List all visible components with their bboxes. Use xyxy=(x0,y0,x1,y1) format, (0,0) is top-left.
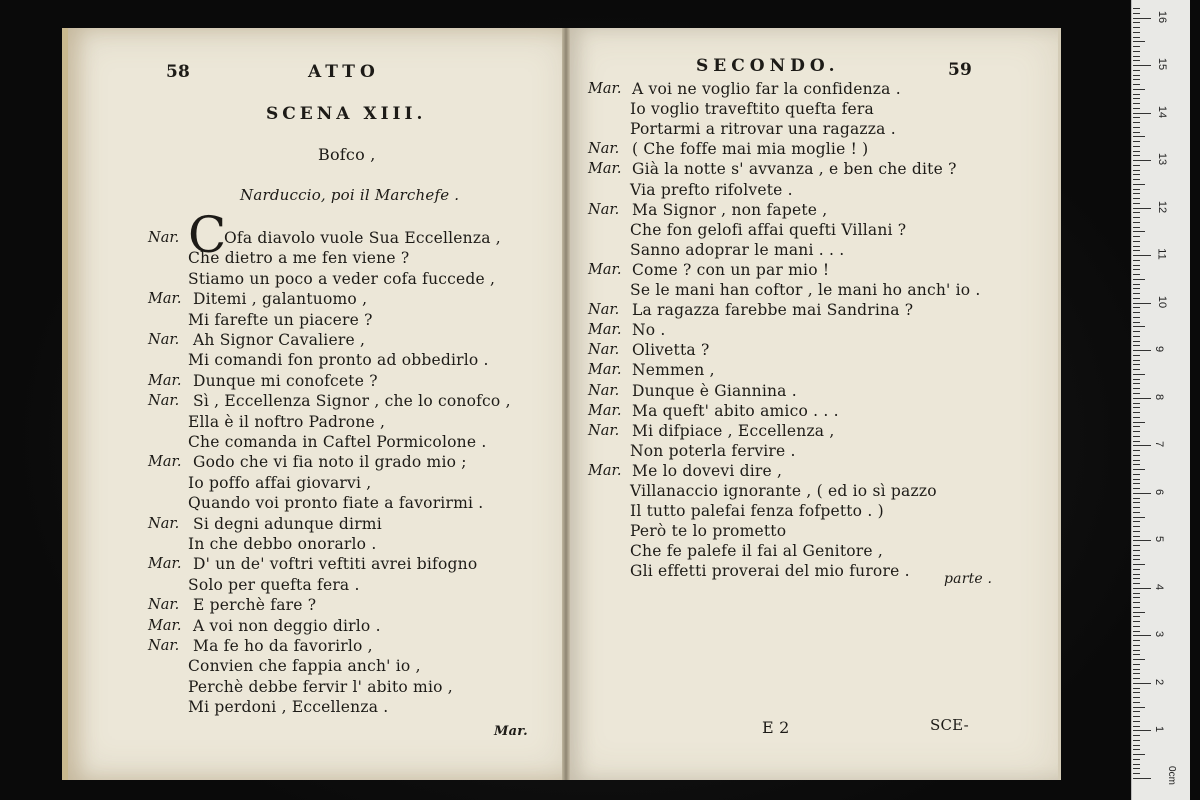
ruler-tick xyxy=(1133,231,1145,232)
signature-mark: E 2 xyxy=(762,718,790,737)
ruler-tick xyxy=(1133,773,1140,774)
ruler-tick xyxy=(1133,612,1145,613)
ruler-tick xyxy=(1133,650,1140,651)
ruler-tick xyxy=(1133,279,1145,280)
speaker-label: Mar. xyxy=(148,556,182,573)
ruler-tick xyxy=(1133,165,1140,166)
verse-line: Convien che fappia anch' io , xyxy=(188,657,421,676)
ruler-tick xyxy=(1133,46,1140,47)
ruler-tick xyxy=(1133,383,1140,384)
verse-line: Che fe palefe il fai al Genitore , xyxy=(630,542,884,561)
speaker-label: Mar. xyxy=(588,81,622,97)
ruler-tick xyxy=(1133,227,1140,228)
ruler-tick xyxy=(1133,488,1140,489)
verse-line: Io voglio traveftito quefta fera xyxy=(630,100,874,119)
ruler-tick xyxy=(1133,255,1151,256)
ruler-tick xyxy=(1133,455,1140,456)
verse-line: Quando voi pronto fiate a favorirmi . xyxy=(188,494,484,513)
ruler-tick xyxy=(1133,493,1151,494)
verse-line: D' un de' voftri veftiti avrei bifogno xyxy=(193,555,478,574)
ruler-number: 11 xyxy=(1155,248,1168,260)
ruler-tick xyxy=(1133,512,1140,513)
verse-line: Solo per quefta fera . xyxy=(188,575,360,594)
verse-line: Via prefto rifolvete . xyxy=(630,180,793,199)
ruler-tick xyxy=(1133,108,1140,109)
ruler-number: 2 xyxy=(1153,678,1166,685)
ruler-tick xyxy=(1133,540,1151,541)
ruler-tick xyxy=(1133,569,1140,570)
verse-line: Gli effetti proverai del mio furore . xyxy=(630,562,910,581)
ruler-tick xyxy=(1133,426,1140,427)
ruler-tick xyxy=(1133,51,1140,52)
verse-line: Ma fe ho da favorirlo , xyxy=(193,637,373,655)
ruler-tick xyxy=(1133,422,1145,423)
verse-line: Mi farefte un piacere ? xyxy=(188,310,373,329)
ruler-number: 9 xyxy=(1153,346,1166,353)
catchword-left: Mar. xyxy=(494,724,528,739)
verse-line: Dunque mi conofcete ? xyxy=(193,371,378,390)
ruler-tick xyxy=(1133,688,1140,689)
ruler-tick xyxy=(1133,8,1140,9)
verse-line: No . xyxy=(632,321,666,340)
ruler-tick xyxy=(1133,721,1140,722)
verse-line: Se le mani han coftor , le mani ho anch' io . xyxy=(630,281,981,299)
ruler-tick xyxy=(1133,669,1140,670)
verse-line: Come ? con un par mio ! xyxy=(632,260,830,279)
speaker-label: Nar. xyxy=(588,201,620,218)
speaker-label: Mar. xyxy=(588,362,622,379)
ruler-tick xyxy=(1133,27,1140,28)
page-number-left: 58 xyxy=(166,62,191,82)
ruler-tick xyxy=(1133,189,1140,190)
ruler-tick xyxy=(1133,740,1140,741)
ruler-tick xyxy=(1133,288,1140,289)
ruler-tick xyxy=(1133,749,1140,750)
ruler-tick xyxy=(1133,607,1140,608)
exit-direction: parte . xyxy=(944,571,993,587)
book-gutter xyxy=(562,28,570,780)
verse-line: ( Che foffe mai mia moglie ! ) xyxy=(632,140,869,159)
ruler-tick xyxy=(1133,79,1140,80)
verse-line: Nemmen , xyxy=(632,361,715,380)
ruler-tick xyxy=(1133,155,1140,156)
speaker-label: Nar. xyxy=(148,332,180,348)
ruler-number: 6 xyxy=(1153,488,1166,495)
ruler-tick xyxy=(1133,151,1140,152)
verse-line: Sanno adoprar le mani . . . xyxy=(630,240,845,259)
ruler-tick xyxy=(1133,754,1145,755)
ruler-tick xyxy=(1133,184,1145,185)
ruler-tick xyxy=(1133,469,1145,470)
speaker-label: Nar. xyxy=(588,141,620,158)
verse-line: Dunque è Giannina . xyxy=(632,381,797,400)
ruler-tick xyxy=(1133,659,1145,660)
ruler-tick xyxy=(1133,269,1140,270)
speaker-label: Nar. xyxy=(588,382,620,399)
ruler-tick xyxy=(1133,726,1140,727)
ruler-number: 3 xyxy=(1153,631,1166,638)
scene-characters: Narduccio, poi il Marchefe . xyxy=(240,186,460,204)
verse-line: Olivetta ? xyxy=(632,341,710,360)
ruler-tick xyxy=(1133,531,1140,532)
verse-line: Già la notte s' avvanza , e ben che dite ? xyxy=(632,160,957,179)
verse-line: A voi ne voglio far la confidenza . xyxy=(632,80,901,98)
ruler-tick xyxy=(1133,483,1140,484)
ruler-number: 16 xyxy=(1156,10,1169,23)
verse-line: Però te lo prometto xyxy=(630,522,787,541)
ruler-tick xyxy=(1133,745,1140,746)
verse-line: Stiamo un poco a veder cofa fuccede , xyxy=(188,269,496,288)
verse-line: Che dietro a me fen viene ? xyxy=(188,249,410,268)
running-head-left: ATTO xyxy=(308,62,380,82)
verse-line: E perchè fare ? xyxy=(193,596,317,615)
speaker-label: Mar. xyxy=(588,261,622,278)
ruler-number: 5 xyxy=(1153,536,1166,543)
ruler-tick xyxy=(1133,18,1151,19)
ruler-tick xyxy=(1133,60,1140,61)
ruler-tick xyxy=(1133,635,1151,636)
ruler-tick xyxy=(1133,412,1140,413)
ruler-tick xyxy=(1133,336,1140,337)
ruler-tick xyxy=(1133,588,1151,589)
ruler-tick xyxy=(1133,37,1140,38)
ruler-tick xyxy=(1133,445,1151,446)
ruler-tick xyxy=(1133,517,1145,518)
speaker-label: Mar. xyxy=(588,462,622,479)
ruler-tick xyxy=(1133,583,1140,584)
verse-line: In che debbo onorarlo . xyxy=(188,535,377,553)
ruler-tick xyxy=(1133,236,1140,237)
speaker-label: Nar. xyxy=(588,422,620,439)
speaker-label: Mar. xyxy=(148,617,182,634)
ruler-tick xyxy=(1133,113,1151,114)
ruler-tick xyxy=(1133,521,1140,522)
ruler-tick xyxy=(1133,593,1140,594)
ruler-tick xyxy=(1133,559,1140,560)
ruler-tick xyxy=(1133,578,1140,579)
verse-line: Perchè debbe fervir l' abito mio , xyxy=(188,677,453,696)
verse-line: Che comanda in Caftel Pormicolone . xyxy=(188,433,487,451)
ruler-tick xyxy=(1133,345,1140,346)
ruler-tick xyxy=(1133,645,1140,646)
speaker-label: Mar. xyxy=(588,322,622,339)
ruler-tick xyxy=(1133,654,1140,655)
ruler-tick xyxy=(1133,507,1140,508)
ruler-unit-label: 0cm xyxy=(1165,766,1177,785)
ruler-tick xyxy=(1133,536,1140,537)
verse-line: Ella è il noftro Padrone , xyxy=(188,412,386,431)
speaker-label: Nar. xyxy=(588,342,620,359)
ruler-tick xyxy=(1133,13,1140,14)
verse-line: Sì , Eccellenza Signor , che lo conofco , xyxy=(193,392,511,411)
speaker-label: Nar. xyxy=(148,393,180,410)
ruler-tick xyxy=(1133,640,1140,641)
ruler-tick xyxy=(1133,160,1151,161)
speaker-label: Mar. xyxy=(588,402,622,419)
ruler-tick xyxy=(1133,764,1140,765)
ruler-tick xyxy=(1133,260,1140,261)
ruler-tick xyxy=(1133,41,1145,42)
ruler-tick xyxy=(1133,697,1140,698)
ruler-tick xyxy=(1133,307,1140,308)
ruler-tick xyxy=(1133,250,1140,251)
ruler-tick xyxy=(1133,56,1140,57)
ruler-tick xyxy=(1133,403,1140,404)
ruler-tick xyxy=(1133,298,1140,299)
ruler-tick xyxy=(1133,502,1140,503)
verse-line: Ah Signor Cavaliere , xyxy=(193,331,366,349)
speaker-label: Nar. xyxy=(148,597,180,614)
ruler-tick xyxy=(1133,364,1140,365)
verse-line: Ditemi , galantuomo , xyxy=(193,290,368,309)
ruler-tick xyxy=(1133,683,1151,684)
ruler-tick xyxy=(1133,602,1140,603)
ruler-tick xyxy=(1133,664,1140,665)
verse-line: Ma Signor , non fapete , xyxy=(632,200,828,219)
ruler-tick xyxy=(1133,374,1145,375)
ruler-tick xyxy=(1133,707,1145,708)
ruler-tick xyxy=(1133,388,1140,389)
ruler-tick xyxy=(1133,274,1140,275)
drop-cap: C xyxy=(188,206,227,264)
ruler-tick xyxy=(1133,70,1140,71)
ruler-tick xyxy=(1133,450,1140,451)
ruler-tick xyxy=(1133,265,1140,266)
verse-line: Mi comandi fon pronto ad obbedirlo . xyxy=(188,351,489,370)
verse-line: Non poterla fervire . xyxy=(630,441,796,460)
ruler-tick xyxy=(1133,768,1140,769)
ruler-tick xyxy=(1133,479,1140,480)
ruler-tick xyxy=(1133,303,1151,304)
ruler-tick xyxy=(1133,341,1140,342)
ruler-tick xyxy=(1133,284,1140,285)
ruler-tick xyxy=(1133,730,1151,731)
setting: Bofco , xyxy=(318,145,376,164)
ruler-tick xyxy=(1133,555,1140,556)
ruler-number: 4 xyxy=(1153,583,1166,590)
ruler-tick xyxy=(1133,193,1140,194)
ruler-tick xyxy=(1133,203,1140,204)
speaker-label: Nar. xyxy=(148,515,180,532)
ruler-tick xyxy=(1133,208,1151,209)
measuring-ruler xyxy=(1131,0,1190,800)
verse-line: La ragazza farebbe mai Sandrina ? xyxy=(632,301,914,320)
ruler-tick xyxy=(1133,550,1140,551)
ruler-tick xyxy=(1133,355,1140,356)
ruler-tick xyxy=(1133,331,1140,332)
ruler-tick xyxy=(1133,32,1140,33)
ruler-tick xyxy=(1133,170,1140,171)
ruler-tick xyxy=(1133,441,1140,442)
ruler-tick xyxy=(1133,75,1140,76)
ruler-tick xyxy=(1133,136,1145,137)
ruler-tick xyxy=(1133,631,1140,632)
ruler-tick xyxy=(1133,198,1140,199)
ruler-tick xyxy=(1133,350,1151,351)
ruler-tick xyxy=(1133,417,1140,418)
scene-title: SCENA XIII. xyxy=(266,104,427,124)
ruler-tick xyxy=(1133,326,1145,327)
ruler-tick xyxy=(1133,407,1140,408)
speaker-label: Nar. xyxy=(588,302,620,319)
ruler-tick xyxy=(1133,174,1140,175)
ruler-tick xyxy=(1133,369,1140,370)
ruler-tick xyxy=(1133,398,1151,399)
ruler-tick xyxy=(1133,759,1140,760)
speaker-label: Nar. xyxy=(148,230,180,246)
speaker-label: Mar. xyxy=(588,161,622,178)
ruler-tick xyxy=(1133,574,1140,575)
ruler-tick xyxy=(1133,474,1140,475)
ruler-tick xyxy=(1133,621,1140,622)
ruler-tick xyxy=(1133,217,1140,218)
ruler-number: 13 xyxy=(1156,152,1169,166)
verse-line: Che fon gelofi affai quefti Villani ? xyxy=(630,220,907,239)
ruler-tick xyxy=(1133,84,1140,85)
ruler-tick xyxy=(1133,94,1140,95)
catchword-right: SCE- xyxy=(930,716,969,734)
verse-line: A voi non deggio dirlo . xyxy=(193,616,381,635)
ruler-number: 15 xyxy=(1156,57,1169,71)
speaker-label: Mar. xyxy=(148,454,182,471)
ruler-tick xyxy=(1133,616,1140,617)
verse-line: Me lo dovevi dire , xyxy=(632,461,783,480)
ruler-tick xyxy=(1133,526,1140,527)
ruler-tick xyxy=(1133,431,1140,432)
ruler-tick xyxy=(1133,22,1140,23)
ruler-tick xyxy=(1133,360,1140,361)
speaker-label: Mar. xyxy=(148,291,182,308)
verse-line: Ma queft' abito amico . . . xyxy=(632,401,839,420)
verse-line: Villanaccio ignorante , ( ed io sì pazzo xyxy=(630,482,937,500)
ruler-number: 12 xyxy=(1156,200,1169,213)
ruler-tick xyxy=(1133,393,1140,394)
ruler-tick xyxy=(1133,460,1140,461)
ruler-tick xyxy=(1133,141,1140,142)
ruler-tick xyxy=(1133,179,1140,180)
ruler-number: 8 xyxy=(1153,393,1166,400)
verse-line: Mi perdoni , Eccellenza . xyxy=(188,698,389,717)
verse-line: Mi difpiace , Eccellenza , xyxy=(632,421,835,440)
ruler-tick xyxy=(1133,379,1140,380)
ruler-tick xyxy=(1133,673,1140,674)
ruler-tick xyxy=(1133,317,1140,318)
ruler-tick xyxy=(1133,65,1151,66)
ruler-tick xyxy=(1133,212,1140,213)
ruler-number: 1 xyxy=(1153,726,1166,733)
ruler-tick xyxy=(1133,702,1140,703)
ruler-tick xyxy=(1133,464,1140,465)
running-head-right: SECONDO. xyxy=(696,56,840,76)
verse-line: Godo che vi fia noto il grado mio ; xyxy=(193,453,467,472)
ruler-number: 10 xyxy=(1156,295,1169,308)
ruler-tick xyxy=(1133,89,1145,90)
ruler-tick xyxy=(1133,98,1140,99)
page-number-right: 59 xyxy=(948,60,973,80)
verse-line: Si degni adunque dirmi xyxy=(193,514,382,533)
ruler-tick xyxy=(1133,312,1140,313)
ruler-tick xyxy=(1133,293,1140,294)
ruler-tick xyxy=(1133,626,1140,627)
verse-line: Il tutto palefai fenza fofpetto . ) xyxy=(630,502,884,521)
ruler-tick xyxy=(1133,322,1140,323)
ruler-tick xyxy=(1133,716,1140,717)
ruler-tick xyxy=(1133,436,1140,437)
ruler-tick xyxy=(1133,498,1140,499)
ruler-tick xyxy=(1133,241,1140,242)
ruler-tick xyxy=(1133,692,1140,693)
ruler-tick xyxy=(1133,597,1140,598)
ruler-number: 14 xyxy=(1156,105,1169,118)
ruler-tick xyxy=(1133,117,1140,118)
speaker-label: Nar. xyxy=(148,638,180,654)
ruler-tick xyxy=(1133,146,1140,147)
ruler-number: 7 xyxy=(1153,441,1166,448)
ruler-tick xyxy=(1133,778,1151,779)
speaker-label: Mar. xyxy=(148,372,182,389)
ruler-tick xyxy=(1133,564,1145,565)
ruler-tick xyxy=(1133,127,1140,128)
ruler-tick xyxy=(1133,246,1140,247)
ruler-tick xyxy=(1133,122,1140,123)
ruler-tick xyxy=(1133,678,1140,679)
ruler-tick xyxy=(1133,103,1140,104)
verse-line: Portarmi a ritrovar una ragazza . xyxy=(630,120,896,139)
ruler-tick xyxy=(1133,711,1140,712)
verse-line: Io poffo affai giovarvi , xyxy=(188,473,372,492)
ruler-tick xyxy=(1133,545,1140,546)
verse-line: Ofa diavolo vuole Sua Eccellenza , xyxy=(224,229,501,247)
ruler-tick xyxy=(1133,132,1140,133)
ruler-tick xyxy=(1133,735,1140,736)
ruler-tick xyxy=(1133,222,1140,223)
